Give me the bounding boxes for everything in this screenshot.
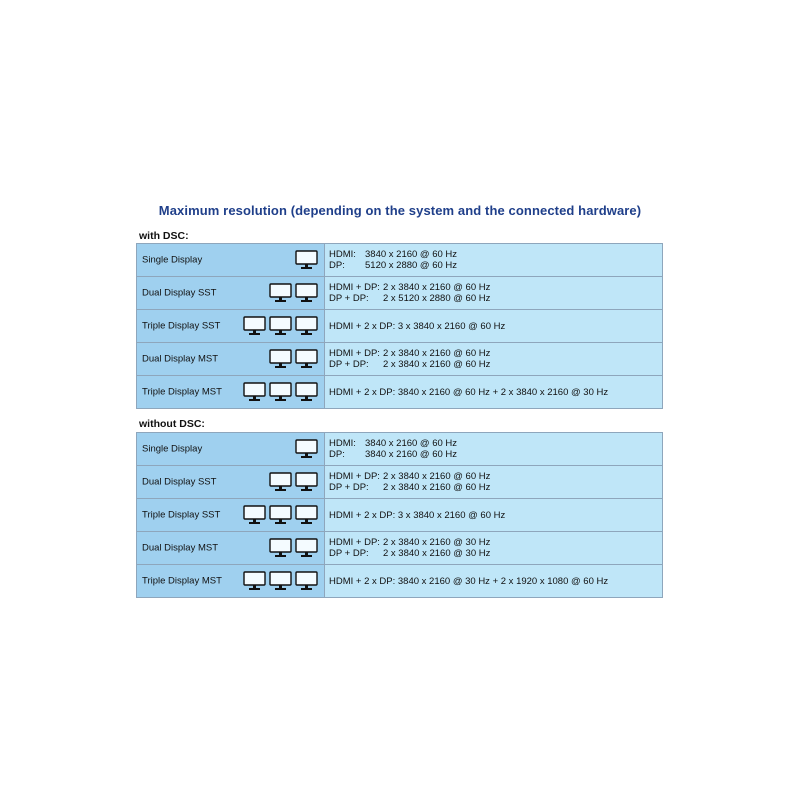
- resolution-cell: [325, 343, 663, 376]
- display-mode-label: Dual Display SST: [142, 287, 217, 299]
- connector-label: DP + DP:: [329, 293, 369, 304]
- resolution-value: 2 x 5120 x 2880 @ 60 Hz: [383, 293, 491, 304]
- connector-label: HDMI + DP:: [329, 348, 380, 359]
- display-mode-cell: [137, 376, 325, 409]
- resolution-cell: [325, 244, 663, 277]
- display-mode-label: Triple Display MST: [142, 386, 222, 398]
- resolution-cell: [325, 433, 663, 466]
- display-mode-cell: [137, 277, 325, 310]
- resolution-value: 2 x 3840 x 2160 @ 60 Hz: [383, 282, 491, 293]
- monitor-icon: [295, 283, 318, 303]
- display-mode-label: Dual Display SST: [142, 476, 217, 488]
- resolution-line: [329, 359, 662, 370]
- resolution-line: [329, 282, 662, 293]
- monitor-icon: [269, 472, 292, 492]
- resolution-cell: [325, 565, 663, 598]
- table-row: [137, 277, 663, 310]
- table-without-dsc: [136, 432, 663, 598]
- connector-label: HDMI + DP:: [329, 537, 380, 548]
- resolution-value: 3840 x 2160 @ 60 Hz: [365, 249, 458, 260]
- resolution-line: [329, 293, 662, 304]
- display-mode-label: Dual Display MST: [142, 353, 219, 365]
- monitor-icon: [295, 316, 318, 336]
- resolution-line: [329, 387, 662, 398]
- display-mode-cell: [137, 433, 325, 466]
- monitor-icon: [295, 349, 318, 369]
- resolution-cell: [325, 310, 663, 343]
- resolution-line: [329, 471, 662, 482]
- page-title: Maximum resolution (depending on the system and the connected hardware): [158, 203, 642, 218]
- monitor-icon: [243, 571, 266, 591]
- table-row: [137, 310, 663, 343]
- display-mode-cell: [137, 343, 325, 376]
- table-row: [137, 499, 663, 532]
- connector-label: DP + DP:: [329, 548, 369, 559]
- monitor-icon: [295, 472, 318, 492]
- monitor-icon: [269, 571, 292, 591]
- monitor-icon: [269, 382, 292, 402]
- monitor-icons: [243, 505, 318, 525]
- monitor-icons: [243, 382, 318, 402]
- monitor-icon: [243, 505, 266, 525]
- display-mode-label: Single Display: [142, 443, 203, 455]
- display-mode-label: Single Display: [142, 254, 203, 266]
- display-mode-cell: [137, 499, 325, 532]
- resolution-value: 2 x 3840 x 2160 @ 30 Hz: [383, 537, 491, 548]
- resolution-value: 2 x 3840 x 2160 @ 60 Hz: [383, 359, 491, 370]
- table-with-dsc: [136, 243, 663, 409]
- monitor-icon: [269, 505, 292, 525]
- resolution-value: HDMI + 2 x DP: 3 x 3840 x 2160 @ 60 Hz: [329, 509, 506, 521]
- resolution-line: [329, 438, 662, 449]
- connector-label: HDMI:: [329, 438, 356, 449]
- resolution-line: [329, 537, 662, 548]
- connector-label: DP:: [329, 449, 345, 460]
- monitor-icon: [295, 505, 318, 525]
- resolution-value: 2 x 3840 x 2160 @ 60 Hz: [383, 471, 491, 482]
- display-mode-label: Dual Display MST: [142, 542, 219, 554]
- monitor-icon: [269, 349, 292, 369]
- monitor-icon: [243, 316, 266, 336]
- monitor-icon: [269, 538, 292, 558]
- resolution-value: 3840 x 2160 @ 60 Hz: [365, 438, 458, 449]
- resolution-line: [329, 260, 662, 271]
- connector-label: HDMI + DP:: [329, 282, 380, 293]
- resolution-line: [329, 249, 662, 260]
- monitor-icons: [269, 283, 318, 303]
- resolution-cell: [325, 499, 663, 532]
- resolution-line: [329, 482, 662, 493]
- resolution-line: [329, 348, 662, 359]
- monitor-icons: [243, 316, 318, 336]
- resolution-line: [329, 576, 662, 587]
- monitor-icon: [243, 382, 266, 402]
- display-mode-cell: [137, 466, 325, 499]
- table-row: [137, 565, 663, 598]
- resolution-line: [329, 321, 662, 332]
- monitor-icons: [269, 349, 318, 369]
- display-mode-cell: [137, 532, 325, 565]
- monitor-icons: [295, 439, 318, 459]
- display-mode-label: Triple Display SST: [142, 509, 221, 521]
- table-row: [137, 376, 663, 409]
- table-row: [137, 433, 663, 466]
- section-label-with-dsc: with DSC:: [139, 230, 189, 242]
- resolution-cell: [325, 376, 663, 409]
- monitor-icons: [243, 571, 318, 591]
- resolution-value: HDMI + 2 x DP: 3 x 3840 x 2160 @ 60 Hz: [329, 320, 506, 332]
- monitor-icons: [295, 250, 318, 270]
- monitor-icon: [269, 283, 292, 303]
- resolution-value: 3840 x 2160 @ 60 Hz: [365, 449, 458, 460]
- resolution-cell: [325, 466, 663, 499]
- table-row: [137, 244, 663, 277]
- connector-label: HDMI:: [329, 249, 356, 260]
- display-mode-cell: [137, 244, 325, 277]
- monitor-icons: [269, 472, 318, 492]
- connector-label: DP + DP:: [329, 482, 369, 493]
- monitor-icon: [295, 250, 318, 270]
- display-mode-cell: [137, 565, 325, 598]
- display-mode-label: Triple Display MST: [142, 575, 222, 587]
- table-row: [137, 343, 663, 376]
- table-row: [137, 466, 663, 499]
- monitor-icon: [295, 439, 318, 459]
- resolution-line: [329, 449, 662, 460]
- connector-label: HDMI + DP:: [329, 471, 380, 482]
- resolution-value: HDMI + 2 x DP: 3840 x 2160 @ 60 Hz + 2 x 3840 x 2160 @ 30 Hz: [329, 386, 609, 398]
- display-mode-cell: [137, 310, 325, 343]
- resolution-value: 2 x 3840 x 2160 @ 60 Hz: [383, 482, 491, 493]
- monitor-icon: [295, 382, 318, 402]
- resolution-value: 2 x 3840 x 2160 @ 30 Hz: [383, 548, 491, 559]
- connector-label: DP + DP:: [329, 359, 369, 370]
- monitor-icon: [295, 571, 318, 591]
- monitor-icon: [269, 316, 292, 336]
- resolution-cell: [325, 532, 663, 565]
- table-row: [137, 532, 663, 565]
- resolution-cell: [325, 277, 663, 310]
- section-label-without-dsc: without DSC:: [139, 418, 205, 430]
- resolution-line: [329, 548, 662, 559]
- resolution-value: 2 x 3840 x 2160 @ 60 Hz: [383, 348, 491, 359]
- resolution-value: HDMI + 2 x DP: 3840 x 2160 @ 30 Hz + 2 x 1920 x 1080 @ 60 Hz: [329, 575, 609, 587]
- resolution-value: 5120 x 2880 @ 60 Hz: [365, 260, 458, 271]
- resolution-line: [329, 510, 662, 521]
- monitor-icon: [295, 538, 318, 558]
- monitor-icons: [269, 538, 318, 558]
- connector-label: DP:: [329, 260, 345, 271]
- display-mode-label: Triple Display SST: [142, 320, 221, 332]
